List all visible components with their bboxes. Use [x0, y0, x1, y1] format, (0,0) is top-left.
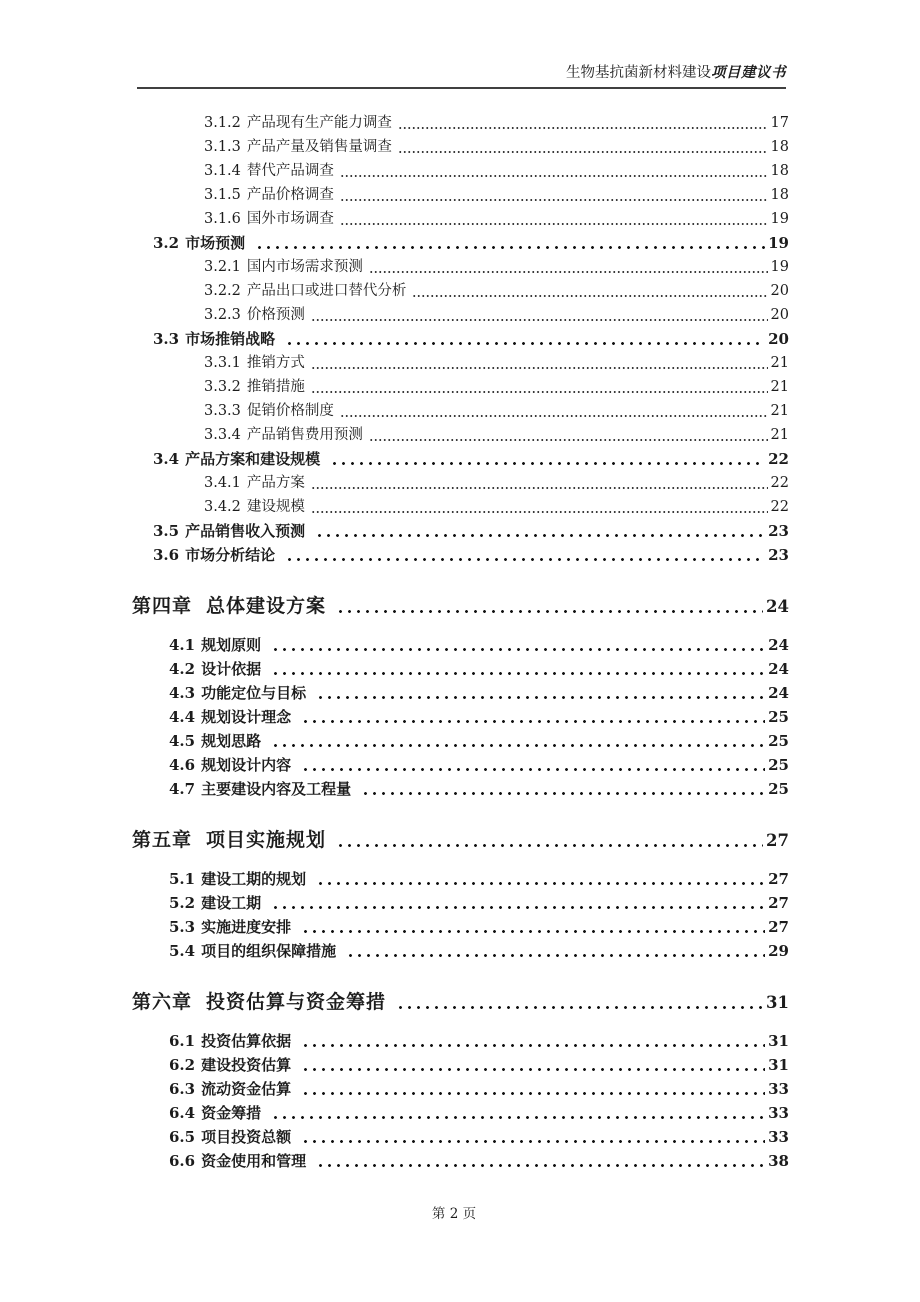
toc-entry-title: 项目实施规划 [206, 829, 327, 851]
toc-entry-page: 31 [768, 1056, 789, 1074]
toc-entry-page: 23 [768, 546, 789, 564]
toc-entry-number: 3.1.5 [204, 187, 241, 203]
toc-entry[interactable] [132, 447, 789, 471]
toc-entry-number: 5.4 [169, 942, 196, 960]
toc-entry-page: 22 [770, 499, 789, 515]
toc-entry-page: 27 [768, 894, 789, 912]
toc-entry-title: 产品价格调查 [246, 187, 334, 203]
toc-entry[interactable] [132, 1149, 789, 1173]
dot-leader [316, 867, 765, 891]
dot-leader [301, 1029, 765, 1053]
toc-entry-number: 4.3 [169, 684, 196, 702]
toc-entry-page: 21 [770, 403, 789, 419]
toc-entry[interactable] [132, 375, 789, 399]
toc-entry-number: 3.3.4 [204, 427, 241, 443]
toc-entry-page: 31 [766, 993, 789, 1012]
toc-entry[interactable] [132, 399, 789, 423]
toc-entry[interactable] [132, 657, 789, 681]
toc-entry-number: 3.4.2 [204, 499, 241, 515]
toc-entry[interactable] [132, 1029, 789, 1053]
toc-entry[interactable] [132, 135, 789, 159]
toc-entry-title: 价格预测 [246, 307, 305, 323]
toc-entry-title: 设计依据 [201, 660, 262, 678]
toc-entry-title: 产品产量及销售量调查 [246, 139, 392, 155]
toc-entry-title: 市场推销战略 [185, 330, 276, 348]
toc-entry-number: 6.3 [169, 1080, 196, 1098]
dot-leader [396, 987, 763, 1017]
toc-entry-page: 19 [768, 234, 789, 252]
toc-entry-number: 第五章 [132, 829, 193, 851]
toc-entry-number: 3.5 [153, 522, 180, 540]
table-of-contents [132, 111, 789, 1173]
toc-entry-title: 建设投资估算 [201, 1056, 292, 1074]
toc-entry-number: 4.4 [169, 708, 196, 726]
toc-entry-number: 3.2.1 [204, 259, 241, 275]
dot-leader [311, 375, 768, 399]
toc-entry[interactable] [132, 939, 789, 963]
page-header [137, 62, 786, 89]
toc-entry-title: 实施进度安排 [201, 918, 292, 936]
dot-leader [301, 915, 765, 939]
toc-entry[interactable] [132, 471, 789, 495]
toc-entry-title: 产品方案 [246, 475, 305, 491]
dot-leader [340, 183, 768, 207]
toc-entry-page: 21 [770, 379, 789, 395]
toc-entry-number: 6.1 [169, 1032, 196, 1050]
dot-leader [340, 399, 768, 423]
dot-leader [301, 753, 765, 777]
dot-leader [340, 159, 768, 183]
toc-entry-page: 33 [768, 1128, 789, 1146]
toc-entry-page: 20 [770, 283, 789, 299]
toc-entry-title: 规划设计内容 [201, 756, 292, 774]
toc-entry-title: 推销措施 [246, 379, 305, 395]
toc-entry-title: 项目投资总额 [201, 1128, 292, 1146]
dot-leader [311, 351, 768, 375]
toc-entry[interactable] [132, 1101, 789, 1125]
toc-entry[interactable] [132, 753, 789, 777]
toc-entry-number: 3.1.3 [204, 139, 241, 155]
toc-entry[interactable] [132, 207, 789, 231]
dot-leader [311, 303, 768, 327]
dot-leader [301, 1077, 765, 1101]
toc-entry-number: 5.1 [169, 870, 196, 888]
toc-entry-page: 22 [768, 450, 789, 468]
toc-entry-title: 替代产品调查 [246, 163, 334, 179]
toc-entry[interactable] [132, 1053, 789, 1077]
toc-entry[interactable] [132, 183, 789, 207]
toc-entry-page: 24 [768, 660, 789, 678]
toc-entry-page: 25 [768, 708, 789, 726]
toc-entry[interactable] [132, 891, 789, 915]
toc-entry-title: 产品出口或进口替代分析 [246, 283, 407, 299]
toc-entry[interactable] [132, 279, 789, 303]
toc-entry-number: 6.2 [169, 1056, 196, 1074]
toc-entry[interactable] [132, 255, 789, 279]
toc-entry[interactable] [132, 867, 789, 891]
dot-leader [301, 1053, 765, 1077]
toc-entry-title: 主要建设内容及工程量 [201, 780, 352, 798]
toc-entry-page: 19 [770, 211, 789, 227]
header-doc-title-emphasis: 项目建议书 [711, 64, 786, 81]
toc-entry-title: 功能定位与目标 [201, 684, 307, 702]
page-footer [0, 1204, 908, 1224]
toc-entry-page: 20 [770, 307, 789, 323]
dot-leader [336, 825, 763, 855]
dot-leader [271, 1101, 765, 1125]
toc-entry[interactable] [132, 705, 789, 729]
toc-entry-title: 国外市场调查 [246, 211, 334, 227]
toc-entry-page: 29 [768, 942, 789, 960]
toc-entry-number: 3.2.3 [204, 307, 241, 323]
dot-leader [285, 543, 765, 567]
toc-entry-page: 27 [768, 870, 789, 888]
dot-leader [271, 891, 765, 915]
toc-entry-title: 推销方式 [246, 355, 305, 371]
toc-entry-page: 19 [770, 259, 789, 275]
toc-entry[interactable] [132, 111, 789, 135]
toc-entry-page: 38 [768, 1152, 789, 1170]
toc-entry-number: 第四章 [132, 595, 193, 617]
toc-entry-title: 市场预测 [185, 234, 246, 252]
toc-entry-page: 33 [768, 1104, 789, 1122]
toc-entry-number: 6.6 [169, 1152, 196, 1170]
toc-entry-number: 4.6 [169, 756, 196, 774]
toc-entry[interactable] [132, 1077, 789, 1101]
toc-entry-number: 4.5 [169, 732, 196, 750]
toc-entry-number: 3.4 [153, 450, 180, 468]
toc-entry-title: 产品销售收入预测 [185, 522, 306, 540]
toc-entry-title: 产品现有生产能力调查 [246, 115, 392, 131]
toc-entry-title: 产品方案和建设规模 [185, 450, 321, 468]
toc-entry-title: 产品销售费用预测 [246, 427, 363, 443]
toc-entry[interactable] [132, 519, 789, 543]
toc-entry[interactable] [132, 159, 789, 183]
toc-entry-title: 投资估算依据 [201, 1032, 292, 1050]
toc-entry[interactable] [132, 729, 789, 753]
toc-entry-number: 3.4.1 [204, 475, 241, 491]
toc-entry-page: 18 [770, 139, 789, 155]
toc-entry-title: 规划思路 [201, 732, 262, 750]
toc-entry-page: 24 [768, 636, 789, 654]
dot-leader [271, 633, 765, 657]
toc-entry[interactable] [132, 495, 789, 519]
toc-entry-page: 20 [768, 330, 789, 348]
toc-entry-number: 第六章 [132, 991, 193, 1013]
header-doc-title: 生物基抗菌新材料建设 [566, 65, 711, 81]
toc-entry[interactable] [132, 987, 789, 1017]
toc-entry-title: 国内市场需求预测 [246, 259, 363, 275]
toc-entry-number: 3.3.1 [204, 355, 241, 371]
toc-entry-number: 5.2 [169, 894, 196, 912]
toc-entry-number: 3.2.2 [204, 283, 241, 299]
dot-leader [316, 681, 765, 705]
toc-entry-title: 促销价格制度 [246, 403, 334, 419]
toc-entry[interactable] [132, 327, 789, 351]
toc-entry-title: 流动资金估算 [201, 1080, 292, 1098]
dot-leader [369, 255, 768, 279]
toc-entry[interactable] [132, 825, 789, 855]
toc-entry-number: 3.6 [153, 546, 180, 564]
toc-entry[interactable] [132, 915, 789, 939]
toc-entry-page: 18 [770, 187, 789, 203]
dot-leader [336, 591, 763, 621]
toc-entry-title: 建设工期的规划 [201, 870, 307, 888]
toc-entry-page: 25 [768, 780, 789, 798]
dot-leader [301, 705, 765, 729]
toc-entry-title: 建设规模 [246, 499, 305, 515]
toc-entry-title: 规划原则 [201, 636, 262, 654]
toc-entry-number: 6.5 [169, 1128, 196, 1146]
toc-entry-page: 24 [766, 597, 789, 616]
toc-entry-page: 21 [770, 427, 789, 443]
dot-leader [398, 135, 768, 159]
toc-entry-number: 3.2 [153, 234, 180, 252]
toc-entry-number: 5.3 [169, 918, 196, 936]
dot-leader [330, 447, 765, 471]
dot-leader [412, 279, 767, 303]
toc-entry[interactable] [132, 777, 789, 801]
toc-entry-page: 31 [768, 1032, 789, 1050]
toc-entry-title: 项目的组织保障措施 [201, 942, 337, 960]
dot-leader [315, 519, 765, 543]
toc-entry-page: 25 [768, 732, 789, 750]
toc-entry-title: 规划设计理念 [201, 708, 292, 726]
dot-leader [311, 495, 768, 519]
toc-entry-number: 6.4 [169, 1104, 196, 1122]
toc-entry-number: 3.1.2 [204, 115, 241, 131]
toc-entry-number: 3.3.3 [204, 403, 241, 419]
dot-leader [398, 111, 768, 135]
toc-entry-number: 4.2 [169, 660, 196, 678]
toc-entry-title: 总体建设方案 [206, 595, 327, 617]
toc-entry-page: 18 [770, 163, 789, 179]
dot-leader [255, 231, 765, 255]
page-number-label: 第 2 页 [431, 1206, 477, 1222]
toc-entry-number: 3.3 [153, 330, 180, 348]
toc-entry-number: 3.1.6 [204, 211, 241, 227]
toc-entry-page: 27 [766, 831, 789, 850]
toc-entry[interactable] [132, 1125, 789, 1149]
toc-entry[interactable] [132, 591, 789, 621]
dot-leader [340, 207, 768, 231]
toc-entry[interactable] [132, 231, 789, 255]
dot-leader [301, 1125, 765, 1149]
toc-entry[interactable] [132, 423, 789, 447]
toc-entry-title: 市场分析结论 [185, 546, 276, 564]
dot-leader [346, 939, 765, 963]
dot-leader [311, 471, 768, 495]
toc-entry[interactable] [132, 351, 789, 375]
toc-entry-page: 17 [770, 115, 789, 131]
dot-leader [271, 729, 765, 753]
toc-entry-number: 3.3.2 [204, 379, 241, 395]
dot-leader [285, 327, 765, 351]
toc-entry-page: 33 [768, 1080, 789, 1098]
toc-entry-title: 建设工期 [201, 894, 262, 912]
toc-entry[interactable] [132, 543, 789, 567]
toc-entry-page: 22 [770, 475, 789, 491]
toc-entry-page: 27 [768, 918, 789, 936]
toc-entry-number: 4.7 [169, 780, 196, 798]
toc-entry-title: 资金使用和管理 [201, 1152, 307, 1170]
dot-leader [361, 777, 765, 801]
toc-entry-page: 21 [770, 355, 789, 371]
toc-entry-page: 24 [768, 684, 789, 702]
toc-entry-title: 投资估算与资金筹措 [206, 991, 387, 1013]
dot-leader [271, 657, 765, 681]
toc-entry-title: 资金筹措 [201, 1104, 262, 1122]
toc-entry-number: 3.1.4 [204, 163, 241, 179]
toc-entry[interactable] [132, 681, 789, 705]
toc-entry-page: 25 [768, 756, 789, 774]
toc-entry[interactable] [132, 303, 789, 327]
toc-entry-number: 4.1 [169, 636, 196, 654]
toc-entry[interactable] [132, 633, 789, 657]
dot-leader [316, 1149, 765, 1173]
dot-leader [369, 423, 768, 447]
toc-entry-page: 23 [768, 522, 789, 540]
